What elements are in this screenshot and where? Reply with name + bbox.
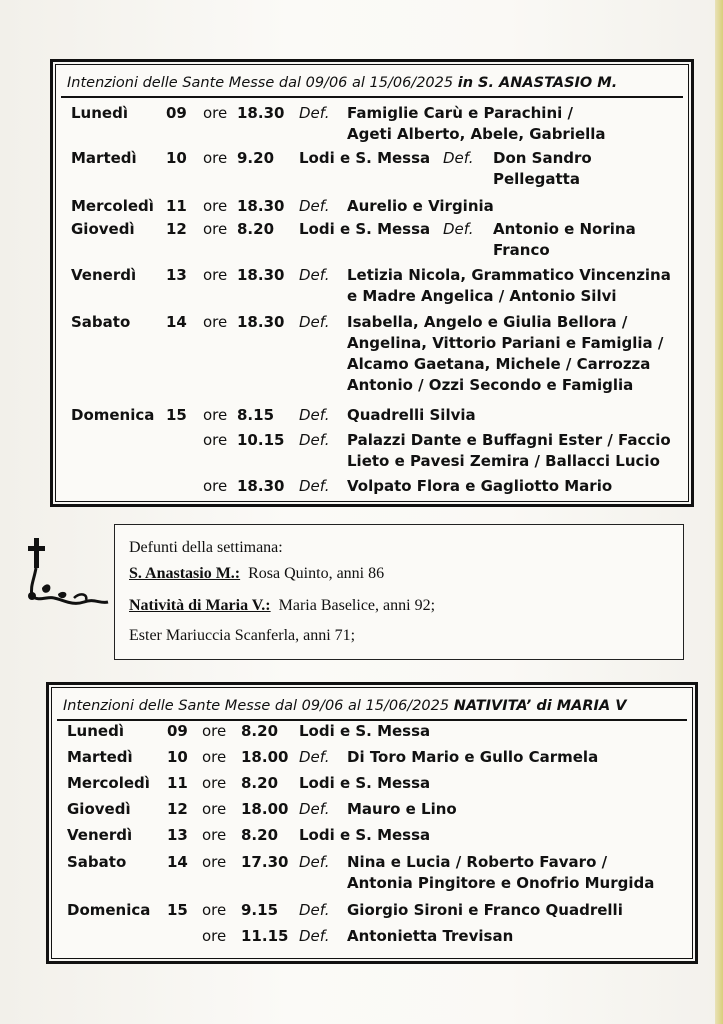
- day-label: Lunedì: [71, 104, 128, 122]
- def-label: Def.: [299, 748, 330, 766]
- day-number: 13: [167, 826, 188, 844]
- ore-label: ore: [203, 266, 228, 284]
- day-label: Martedì: [67, 748, 133, 766]
- ore-label: ore: [202, 722, 227, 740]
- intention-names: [493, 219, 636, 261]
- ore-label: ore: [202, 748, 227, 766]
- intention-names: Quadrelli Silvia: [347, 406, 476, 424]
- day-number: 15: [166, 406, 187, 424]
- names-line: Antonio e Norina: [493, 220, 636, 238]
- nativita-header-place: NATIVITA’ di MARIA V: [453, 698, 627, 714]
- ore-label: ore: [203, 431, 228, 449]
- nativita-header-prefix: Intenzioni delle Sante Messe dal 09/06 al 15/06/2025: [63, 698, 450, 714]
- ore-label: ore: [203, 220, 228, 238]
- ore-label: ore: [203, 477, 228, 495]
- anastasio-header-prefix: Intenzioni delle Sante Messe dal 09/06 al 15/06/2025: [67, 75, 454, 91]
- def-label: Def.: [299, 406, 330, 424]
- day-number: 12: [167, 800, 188, 818]
- names-line: e Madre Angelica / Antonio Silvi: [347, 287, 617, 305]
- intention-names: [347, 430, 671, 472]
- day-label: Mercoledì: [71, 197, 154, 215]
- intention-names: [493, 148, 592, 190]
- names-line: Angelina, Vittorio Pariani e Famiglia /: [347, 334, 664, 352]
- parish-label: Natività di Maria V.:: [129, 597, 271, 614]
- ore-label: ore: [202, 826, 227, 844]
- names-line: Don Sandro: [493, 149, 592, 167]
- day-number: 13: [166, 266, 187, 284]
- names-line: Antonio / Ozzi Secondo e Famiglia: [347, 376, 634, 394]
- names-line: Alcamo Gaetana, Michele / Carrozza: [347, 355, 651, 373]
- ore-label: ore: [203, 313, 228, 331]
- ore-label: ore: [202, 774, 227, 792]
- day-number: 15: [167, 901, 188, 919]
- day-number: 14: [167, 853, 188, 871]
- mass-time: 8.15: [237, 406, 275, 424]
- day-number: 11: [166, 197, 187, 215]
- def-label: Def.: [299, 853, 330, 871]
- day-number: 10: [167, 748, 188, 766]
- mass-time: 8.20: [241, 774, 279, 792]
- names-line: Ageti Alberto, Abele, Gabriella: [347, 125, 606, 143]
- lodi-label: Lodi e S. Messa: [299, 826, 431, 844]
- mass-time: 11.15: [241, 927, 289, 945]
- intention-names: [347, 312, 663, 396]
- mass-time: 18.30: [237, 197, 285, 215]
- intention-names: [347, 852, 654, 894]
- lodi-label: Lodi e S. Messa: [299, 774, 431, 792]
- names-line: Franco: [493, 241, 550, 259]
- def-label: Def.: [299, 313, 330, 331]
- intention-names: Di Toro Mario e Gullo Carmela: [347, 748, 599, 766]
- def-label: Def.: [299, 104, 330, 122]
- names-line: Famiglie Carù e Parachini /: [347, 104, 573, 122]
- anastasio-header: [61, 70, 683, 98]
- def-label: Def.: [299, 927, 330, 945]
- mass-time: 8.20: [237, 220, 275, 238]
- day-number: 10: [166, 149, 187, 167]
- names-line: Pellegatta: [493, 170, 580, 188]
- lodi-label: Lodi e S. Messa: [299, 220, 431, 238]
- mass-time: 18.30: [237, 104, 285, 122]
- def-label: Def.: [299, 901, 330, 919]
- names-line: Isabella, Angelo e Giulia Bellora /: [347, 313, 628, 331]
- day-label: Domenica: [67, 901, 151, 919]
- defunti-nativita-line: [129, 597, 435, 615]
- names-line: Palazzi Dante e Buffagni Ester / Faccio: [347, 431, 671, 449]
- mass-time: 18.30: [237, 477, 285, 495]
- mass-time: 9.15: [241, 901, 279, 919]
- mass-time: 18.30: [237, 313, 285, 331]
- mass-time: 10.15: [237, 431, 285, 449]
- defunto-entry: Ester Mariuccia Scanferla, anni 71;: [129, 627, 356, 644]
- day-number: 12: [166, 220, 187, 238]
- defunti-box: [114, 524, 684, 660]
- mass-time: 8.20: [241, 826, 279, 844]
- def-label: Def.: [299, 431, 330, 449]
- def-label: Def.: [443, 149, 474, 167]
- day-number: 11: [167, 774, 188, 792]
- intention-names: [347, 265, 671, 307]
- def-label: Def.: [299, 477, 330, 495]
- nativita-mass-box: [46, 682, 698, 964]
- day-number: 14: [166, 313, 187, 331]
- ore-label: ore: [202, 853, 227, 871]
- nativita-header: [57, 693, 687, 721]
- mass-time: 17.30: [241, 853, 289, 871]
- lodi-label: Lodi e S. Messa: [299, 149, 431, 167]
- day-number: 09: [167, 722, 188, 740]
- day-label: Venerdì: [71, 266, 137, 284]
- day-label: Martedì: [71, 149, 137, 167]
- ore-label: ore: [203, 197, 228, 215]
- intention-names: Giorgio Sironi e Franco Quadrelli: [347, 901, 623, 919]
- intention-names: [347, 103, 606, 145]
- day-label: Giovedì: [67, 800, 131, 818]
- day-label: Lunedì: [67, 722, 124, 740]
- ore-label: ore: [203, 406, 228, 424]
- names-line: Antonia Pingitore e Onofrio Murgida: [347, 874, 655, 892]
- lodi-label: Lodi e S. Messa: [299, 722, 431, 740]
- mass-time: 18.00: [241, 748, 289, 766]
- defunto-entry: Rosa Quinto, anni 86: [248, 565, 385, 582]
- ore-label: ore: [203, 104, 228, 122]
- intention-names: Mauro e Lino: [347, 800, 457, 818]
- day-number: 09: [166, 104, 187, 122]
- ore-label: ore: [202, 800, 227, 818]
- day-label: Sabato: [67, 853, 127, 871]
- intention-names: Aurelio e Virginia: [347, 197, 494, 215]
- day-label: Mercoledì: [67, 774, 150, 792]
- mass-time: 9.20: [237, 149, 275, 167]
- anastasio-header-place: in S. ANASTASIO M.: [457, 75, 618, 91]
- names-line: Letizia Nicola, Grammatico Vincenzina: [347, 266, 671, 284]
- mass-time: 8.20: [241, 722, 279, 740]
- anastasio-mass-box: [50, 59, 694, 507]
- ore-label: ore: [203, 149, 228, 167]
- def-label: Def.: [299, 800, 330, 818]
- ore-label: ore: [202, 927, 227, 945]
- def-label: Def.: [443, 220, 474, 238]
- intention-names: Antonietta Trevisan: [347, 927, 514, 945]
- defunti-title: Defunti della settimana:: [129, 539, 283, 556]
- page-edge: [715, 0, 723, 1024]
- intention-names: Volpato Flora e Gagliotto Mario: [347, 477, 613, 495]
- mass-time: 18.30: [237, 266, 285, 284]
- cross-ornament-icon: [24, 536, 110, 608]
- mass-time: 18.00: [241, 800, 289, 818]
- day-label: Domenica: [71, 406, 155, 424]
- names-line: Nina e Lucia / Roberto Favaro /: [347, 853, 608, 871]
- defunti-anastasio-line: [129, 565, 384, 583]
- ore-label: ore: [202, 901, 227, 919]
- def-label: Def.: [299, 266, 330, 284]
- def-label: Def.: [299, 197, 330, 215]
- defunto-entry: Maria Baselice, anni 92;: [278, 597, 436, 614]
- day-label: Venerdì: [67, 826, 133, 844]
- names-line: Lieto e Pavesi Zemira / Ballacci Lucio: [347, 452, 660, 470]
- day-label: Giovedì: [71, 220, 135, 238]
- day-label: Sabato: [71, 313, 131, 331]
- parish-label: S. Anastasio M.:: [129, 565, 241, 582]
